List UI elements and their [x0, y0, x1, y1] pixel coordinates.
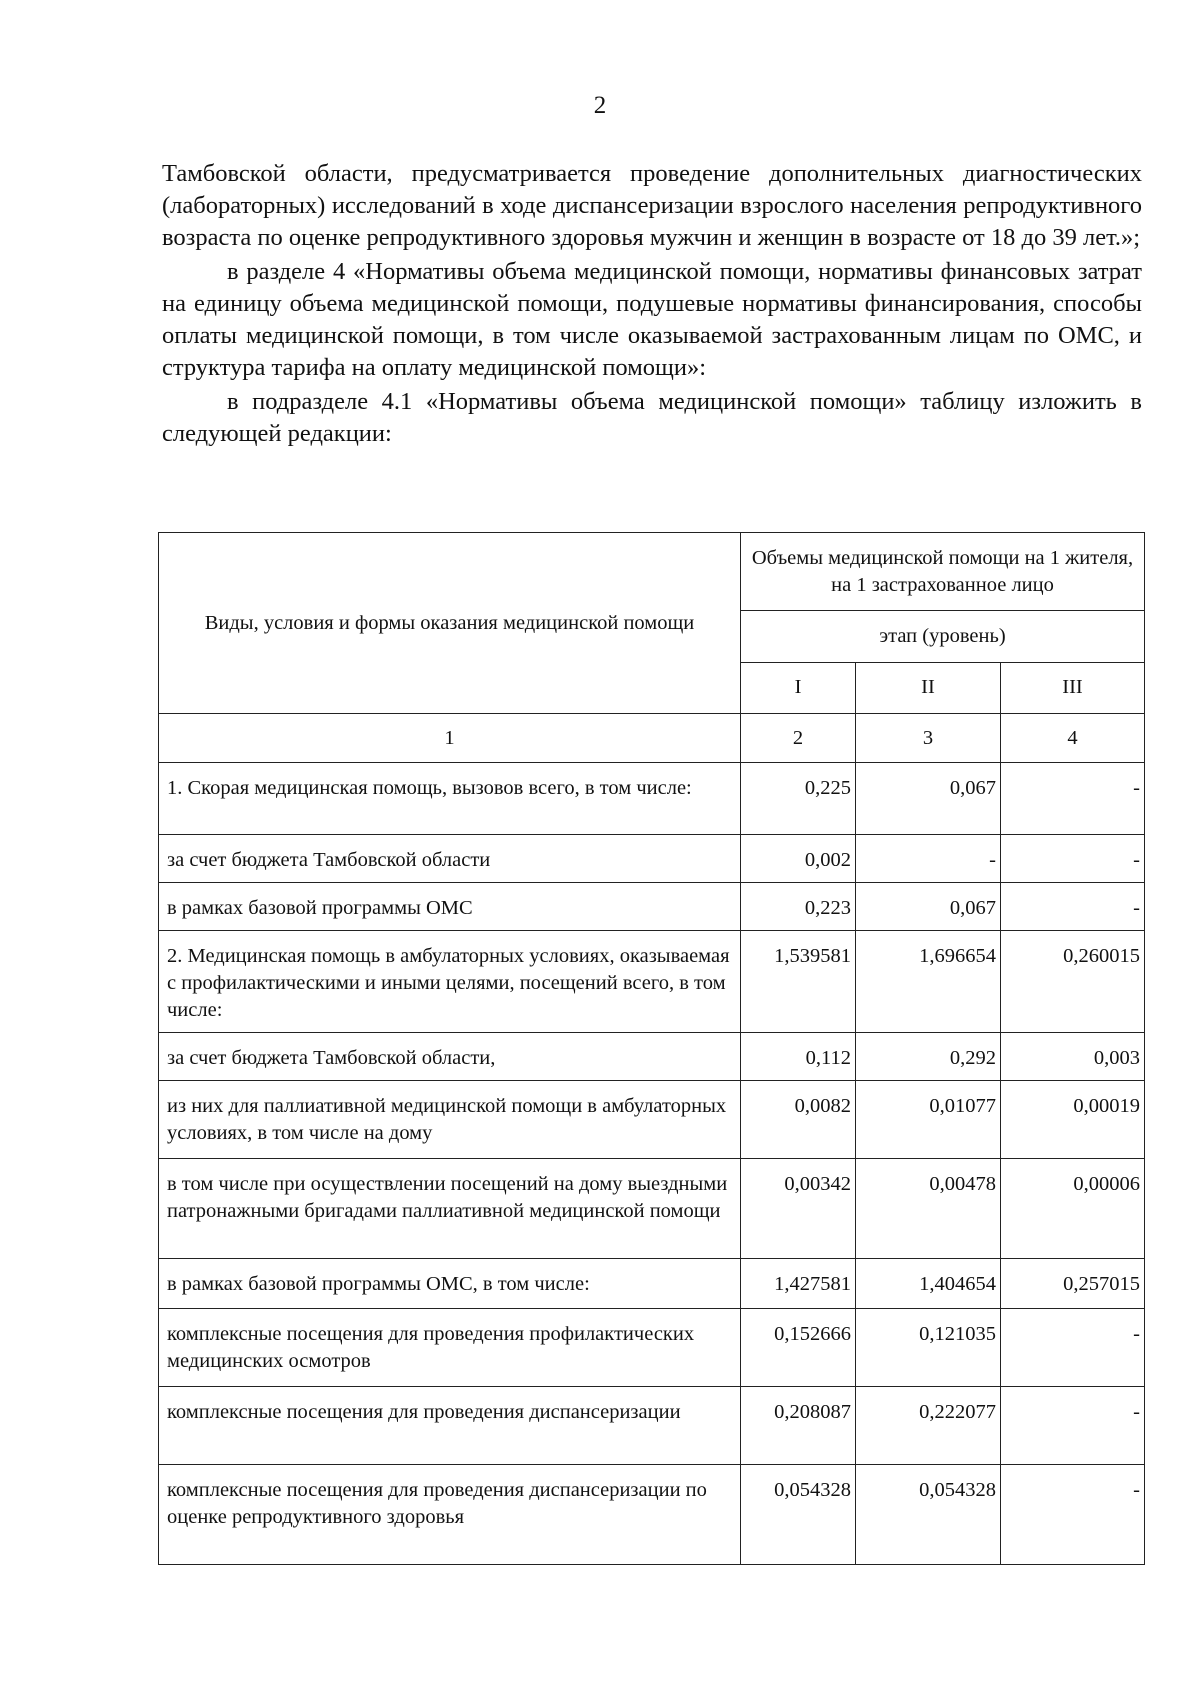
table-row: [159, 1033, 1145, 1081]
row-label: за счет бюджета Тамбовской области,: [159, 1033, 741, 1081]
row-value-level-2: 1,404654: [856, 1259, 1001, 1309]
intro-paragraph-3: в подразделе 4.1 «Нормативы объема медицинской помощи» таблицу изложить в следующей редакции:: [162, 388, 1142, 447]
row-value-level-3: -: [1001, 1309, 1145, 1387]
row-value-level-3: 0,00006: [1001, 1159, 1145, 1259]
intro-text: [162, 158, 1142, 450]
row-value-level-2: 0,292: [856, 1033, 1001, 1081]
column-number-2: 2: [741, 714, 856, 763]
row-label: за счет бюджета Тамбовской области: [159, 835, 741, 883]
table-row: [159, 763, 1145, 835]
intro-paragraph-1: Тамбовской области, предусматривается проведение дополнительных диагностических (лабораторных) исследований в ходе диспансеризации взрослого населения репродуктивного возраста по оценке репродуктивного здоровья мужчин и женщин в возрасте от 18 до 39 лет.»;: [162, 160, 1142, 251]
row-label: в рамках базовой программы ОМС, в том числе:: [159, 1259, 741, 1309]
row-value-level-1: 0,225: [741, 763, 856, 835]
row-value-level-3: 0,00019: [1001, 1081, 1145, 1159]
row-value-level-2: 0,067: [856, 763, 1001, 835]
header-level-2: II: [856, 662, 1001, 713]
row-value-level-2: 0,222077: [856, 1387, 1001, 1465]
row-label: из них для паллиативной медицинской помощи в амбулаторных условиях, в том числе на дому: [159, 1081, 741, 1159]
row-value-level-1: 0,152666: [741, 1309, 856, 1387]
column-number-1: 1: [159, 714, 741, 763]
row-value-level-3: -: [1001, 883, 1145, 931]
row-value-level-1: 0,00342: [741, 1159, 856, 1259]
column-number-4: 4: [1001, 714, 1145, 763]
table-body: [159, 763, 1145, 1565]
row-value-level-2: -: [856, 835, 1001, 883]
row-value-level-2: 0,067: [856, 883, 1001, 931]
row-label: в рамках базовой программы ОМС: [159, 883, 741, 931]
header-types-of-care: Виды, условия и формы оказания медицинской помощи: [159, 533, 741, 714]
row-value-level-1: 0,054328: [741, 1465, 856, 1565]
table-row: [159, 1465, 1145, 1565]
intro-paragraph-2: в разделе 4 «Нормативы объема медицинской помощи, нормативы финансовых затрат на единицу объема медицинской помощи, подушевые нормативы финансирования, способы оплаты медицинской помощи, в том числе оказываемой застрахованным лицам по ОМС, и структура тарифа на оплату медицинской помощи»:: [162, 258, 1142, 381]
row-label: в том числе при осуществлении посещений на дому выездными патронажными бригадами паллиативной медицинской помощи: [159, 1159, 741, 1259]
row-value-level-1: 1,539581: [741, 931, 856, 1033]
row-value-level-3: -: [1001, 1387, 1145, 1465]
row-value-level-2: 0,121035: [856, 1309, 1001, 1387]
row-value-level-2: 0,01077: [856, 1081, 1001, 1159]
row-value-level-3: -: [1001, 835, 1145, 883]
page-number: 2: [593, 92, 607, 119]
row-label: 1. Скорая медицинская помощь, вызовов всего, в том числе:: [159, 763, 741, 835]
table-row: [159, 835, 1145, 883]
row-value-level-1: 0,0082: [741, 1081, 856, 1159]
row-value-level-3: -: [1001, 763, 1145, 835]
row-value-level-1: 0,112: [741, 1033, 856, 1081]
table-row: [159, 931, 1145, 1033]
table-row: [159, 1259, 1145, 1309]
column-number-3: 3: [856, 714, 1001, 763]
row-label: 2. Медицинская помощь в амбулаторных условиях, оказываемая с профилактическими и иными целями, посещений всего, в том числе:: [159, 931, 741, 1033]
row-label: комплексные посещения для проведения диспансеризации: [159, 1387, 741, 1465]
header-stage: этап (уровень): [741, 611, 1145, 662]
row-value-level-2: 1,696654: [856, 931, 1001, 1033]
header-volumes: Объемы медицинской помощи на 1 жителя, на 1 застрахованное лицо: [741, 533, 1145, 611]
row-label: комплексные посещения для проведения профилактических медицинских осмотров: [159, 1309, 741, 1387]
norms-table: [158, 532, 1145, 1565]
row-value-level-2: 0,054328: [856, 1465, 1001, 1565]
table-row: [159, 1309, 1145, 1387]
row-value-level-1: 0,223: [741, 883, 856, 931]
row-label: комплексные посещения для проведения диспансеризации по оценке репродуктивного здоровья: [159, 1465, 741, 1565]
row-value-level-3: 0,003: [1001, 1033, 1145, 1081]
table-row: [159, 883, 1145, 931]
row-value-level-3: 0,257015: [1001, 1259, 1145, 1309]
row-value-level-1: 0,208087: [741, 1387, 856, 1465]
row-value-level-3: -: [1001, 1465, 1145, 1565]
row-value-level-1: 0,002: [741, 835, 856, 883]
table-row: [159, 1387, 1145, 1465]
row-value-level-2: 0,00478: [856, 1159, 1001, 1259]
row-value-level-1: 1,427581: [741, 1259, 856, 1309]
table-row: [159, 1081, 1145, 1159]
header-level-3: III: [1001, 662, 1145, 713]
table-row: [159, 1159, 1145, 1259]
header-level-1: I: [741, 662, 856, 713]
row-value-level-3: 0,260015: [1001, 931, 1145, 1033]
